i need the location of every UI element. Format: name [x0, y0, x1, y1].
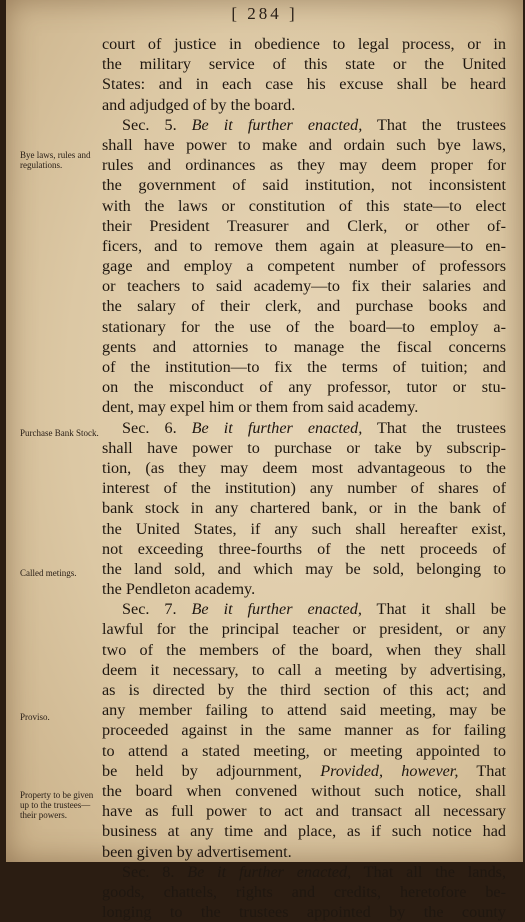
text-line: business at any time and place, as if such notice had	[102, 822, 506, 841]
text-line: ficers, and to remove them again at pleasure—to en-	[102, 236, 506, 255]
text-line: goods, chattels, rights and credits, heretofore be-	[102, 882, 506, 901]
text-line: proceeded against in the same manner as for failing	[102, 721, 506, 740]
text-line: the land sold, and which may be sold, belonging to	[102, 559, 506, 578]
text-line: States: and in each case his excuse shall be heard	[102, 75, 506, 94]
text-line: or teachers to said academy—to fix their salaries and	[102, 277, 506, 296]
text-line: the Pendleton academy.	[102, 580, 256, 599]
text-line: dent, may expel him or them from said academy.	[102, 398, 419, 417]
text-line: tion, (as they may deem most advantageous to the	[102, 458, 506, 477]
text-line: shall have power to purchase or take by subscrip-	[102, 438, 506, 457]
text-line: longing to the trustees appointed by the county	[102, 903, 506, 922]
text-line: and adjudged of by the board.	[102, 95, 296, 114]
text-line: be held by adjournment, Provided, however, That	[102, 761, 507, 780]
text-line: have as full power to act and transact all necessary	[102, 802, 506, 821]
text-line: the board when convened without such notice, shall	[102, 781, 506, 800]
text-line: court of justice in obedience to legal process, or in	[102, 35, 506, 53]
text-line: been given by advertisement.	[102, 842, 292, 861]
text-line: shall have power to make and ordain such bye laws,	[102, 135, 506, 154]
text-line: as is directed by the third section of this act; and	[102, 681, 506, 699]
text-line: lawful for the principal teacher or president, or any	[102, 620, 506, 639]
text-line: gage and employ a competent number of professors	[102, 257, 506, 276]
text-line: not exceeding three-fourths of the nett proceeds of	[102, 539, 506, 558]
text-line: bank stock in any chartered bank, or in the bank of	[102, 499, 506, 518]
margin-note-property: Property to be given up to the trustees—their powers.	[20, 790, 94, 820]
text-line: stationary for the use of the board—to employ a-	[102, 317, 506, 336]
text-line: the salary of their clerk, and purchase books and	[102, 297, 506, 316]
text-line: deem it necessary, to call a meeting by advertising,	[102, 660, 506, 679]
margin-note-bye-laws: Bye laws, rules and regulations.	[20, 150, 91, 170]
section-heading-line: Sec. 7. Be it further enacted, That it shall be	[122, 600, 507, 619]
margin-note-purchase-bank-stock: Purchase Bank Stock.	[20, 428, 99, 438]
text-line: gents and attornies to manage the fiscal concerns	[102, 337, 506, 356]
text-line: any member failing to attend said meeting, may be	[102, 701, 506, 720]
section-heading-line: Sec. 5. Be it further enacted, That the trustees	[122, 115, 506, 134]
text-line: two of the members of the board, when they shall	[102, 640, 506, 659]
text-line: to attend a stated meeting, or meeting appointed to	[102, 741, 506, 760]
text-line: on the misconduct of any professor, tutor or stu-	[102, 378, 506, 397]
text-line: of the institution—to fix the terms of tuition; and	[102, 358, 506, 376]
text-line: the United States, if any such shall hereafter exist,	[102, 519, 506, 538]
section-heading-line: Sec. 8. Be it further enacted, That all the lands,	[122, 862, 507, 881]
margin-note-called-meetings: Called metings.	[20, 568, 77, 578]
text-line: with the laws or constitution of this state—to elect	[102, 196, 506, 215]
section-heading-line: Sec. 6. Be it further enacted, That the trustees	[122, 418, 506, 437]
margin-note-proviso: Proviso.	[20, 712, 50, 722]
text-line: interest of the institution) any number of shares of	[102, 479, 506, 498]
text-line: the government of said institution, not inconsistent	[102, 176, 506, 195]
text-line: their President Treasurer and Clerk, or other of-	[102, 216, 506, 235]
body-text	[102, 34, 506, 922]
text-line: rules and ordinances as they may deem proper for	[102, 156, 506, 175]
book-page	[6, 0, 523, 922]
page-number: [ 284 ]	[231, 4, 298, 23]
text-line: the military service of this state or the United	[102, 55, 506, 74]
